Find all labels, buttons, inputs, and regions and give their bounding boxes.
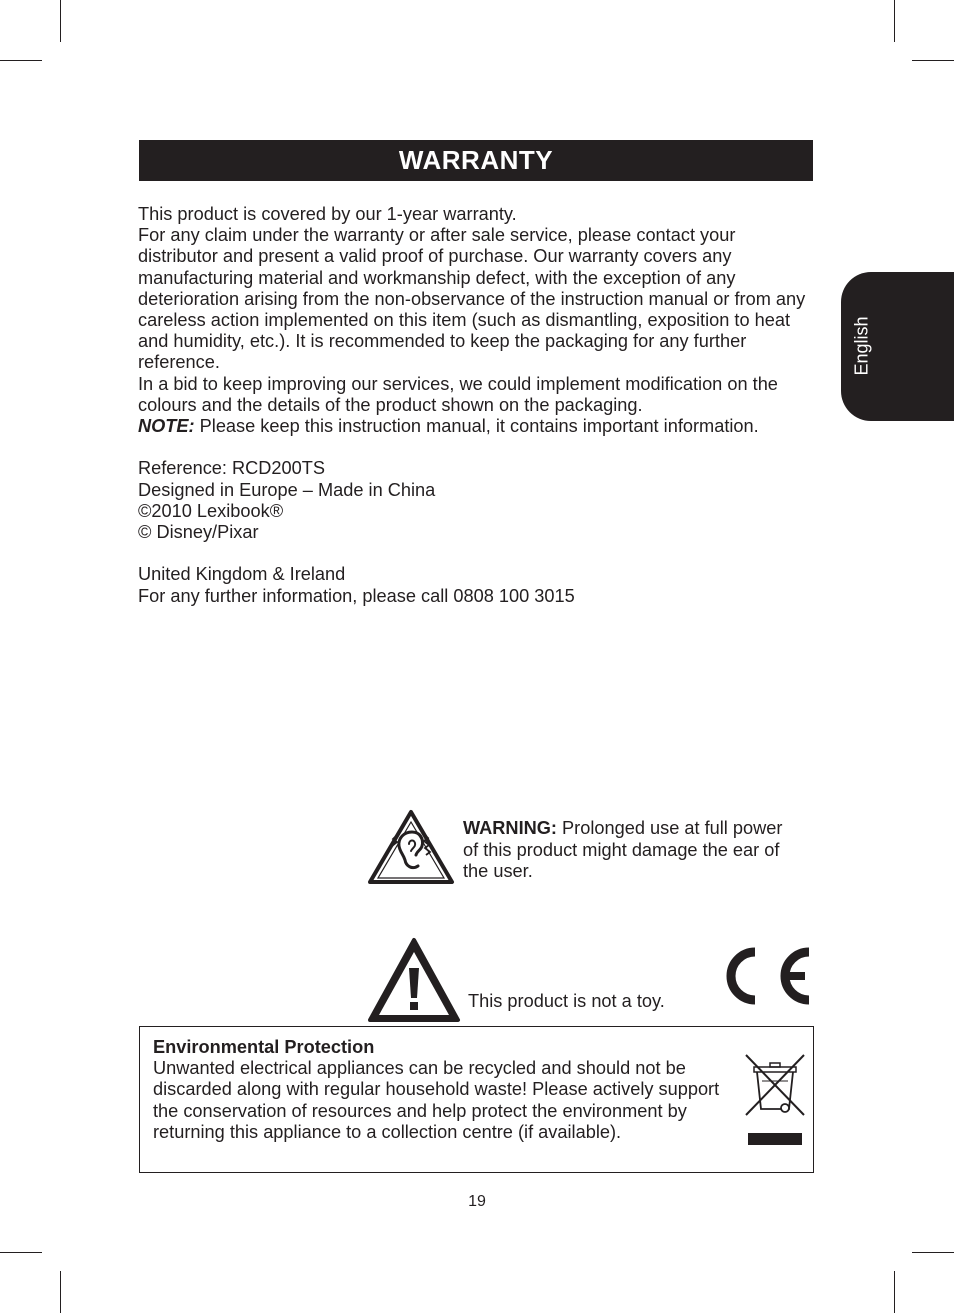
environmental-protection-text xyxy=(153,1037,733,1143)
warning-label: WARNING: xyxy=(463,818,557,838)
copyright-disney: © Disney/Pixar xyxy=(138,522,259,543)
hearing-damage-warning-icon xyxy=(366,808,456,886)
warranty-claim-paragraph: For any claim under the warranty or after sale service, please contact your distributor and present a valid proof of purchase. Our warranty covers any manufacturing material and workmanship defect, with the exception of any deterioration arising from the non-observance of the instruction manual or from any careless action implemented on this item (such as dismantling, exposition to heat and humidity, etc.). It is recommended to keep the packaging for any further reference. xyxy=(138,225,806,373)
warranty-section xyxy=(138,204,818,607)
warning-body: Prolonged use at full power of this product might damage the ear of the user. xyxy=(463,818,783,881)
reference-line: Reference: RCD200TS xyxy=(138,458,326,479)
copyright-lexibook: ©2010 Lexibook® xyxy=(138,500,284,521)
warranty-intro: This product is covered by our 1-year warranty. xyxy=(138,204,517,224)
environmental-heading: Environmental Protection xyxy=(153,1037,375,1057)
crop-mark xyxy=(0,1252,42,1253)
crop-mark xyxy=(894,1271,895,1313)
environmental-body: Unwanted electrical appliances can be recycled and should not be discarded along with regular household waste! Please actively support the conservation of resources and help protect the environment by returning this appliance to a collection centre (if available). xyxy=(153,1058,720,1142)
page-title: WARRANTY xyxy=(398,145,554,175)
crop-mark xyxy=(912,60,954,61)
crop-mark xyxy=(60,0,61,42)
language-tab xyxy=(841,272,954,421)
crop-mark xyxy=(60,1271,61,1313)
crop-mark xyxy=(894,0,895,42)
crop-mark xyxy=(912,1252,954,1253)
contact-phone-line: For any further information, please call 0808 100 3015 xyxy=(138,585,575,606)
crop-mark xyxy=(0,60,42,61)
language-tab-label: English xyxy=(851,316,872,376)
origin-line: Designed in Europe – Made in China xyxy=(138,479,436,500)
warranty-note xyxy=(138,416,818,437)
contact-region: United Kingdom & Ireland xyxy=(138,564,346,585)
hearing-warning-text xyxy=(463,818,793,883)
exclamation-warning-icon xyxy=(366,936,462,1024)
crossed-out-wheelie-bin-icon xyxy=(740,1053,810,1149)
environmental-protection-box xyxy=(139,1026,814,1173)
page-title-bar xyxy=(139,140,813,181)
page-number: 19 xyxy=(468,1193,486,1210)
warranty-modification-paragraph: In a bid to keep improving our services, we could implement modification on the colours and the details of the product shown on the packaging. xyxy=(138,373,778,415)
ce-mark-icon xyxy=(719,940,815,1012)
note-label: NOTE: xyxy=(138,416,195,437)
not-a-toy-text: This product is not a toy. xyxy=(468,991,665,1011)
note-text: Please keep this instruction manual, it contains important information. xyxy=(194,416,759,437)
